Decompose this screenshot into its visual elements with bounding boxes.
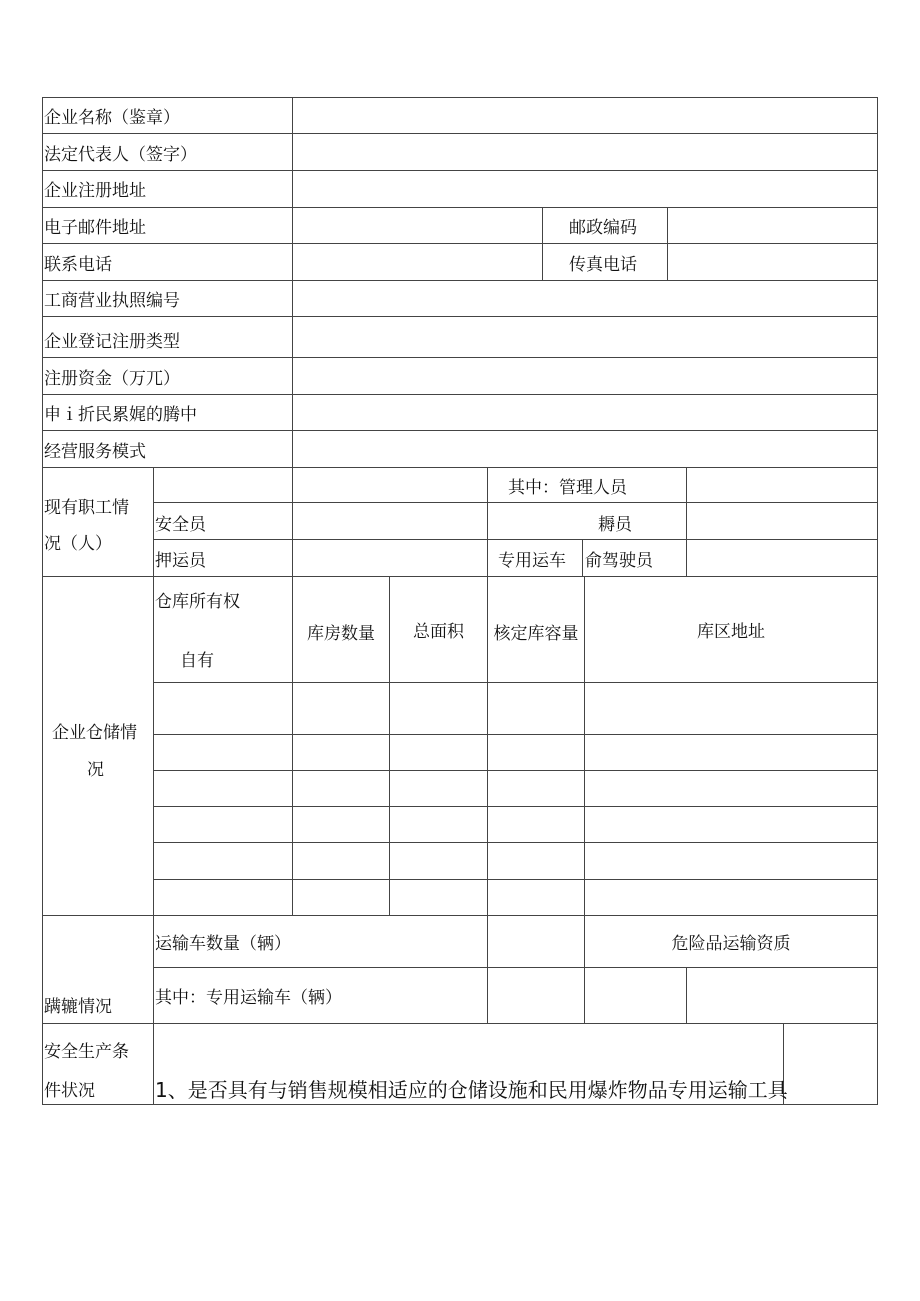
rule-line xyxy=(153,806,878,807)
rule-line xyxy=(42,133,878,134)
vehicle-count-label: 运输车数量（辆） xyxy=(155,934,291,954)
safety-header-line2: 件状况 xyxy=(44,1081,95,1101)
driver-label: 俞驾驶员 xyxy=(585,551,653,571)
storage-header-line1: 企业仓储情 xyxy=(52,723,137,743)
rule-line xyxy=(153,539,878,540)
rule-line xyxy=(42,97,878,98)
keeper-label: 耨员 xyxy=(598,515,632,535)
rule-line xyxy=(153,682,878,683)
reg-capital-label: 注册资金（万兀） xyxy=(44,369,180,389)
warehouse-count-header: 库房数量 xyxy=(307,624,375,644)
rule-line xyxy=(153,967,878,968)
postcode-label: 邮政编码 xyxy=(569,218,637,238)
reg-type-label: 企业登记注册类型 xyxy=(44,332,180,352)
legal-rep-label: 法定代表人（签字） xyxy=(44,145,197,165)
rule-line xyxy=(292,97,293,467)
safety-header-line1: 安全生产条 xyxy=(44,1042,129,1062)
rule-line xyxy=(153,879,878,880)
ownership-label: 仓库所有权 xyxy=(155,592,240,612)
rule-line xyxy=(153,734,878,735)
hazmat-qualification-label: 危险品运输资质 xyxy=(671,934,791,954)
rule-line xyxy=(42,357,878,358)
rule-line xyxy=(153,842,878,843)
rule-line xyxy=(42,915,878,916)
rule-line xyxy=(42,1023,878,1024)
staff-header-line2: 况（人） xyxy=(44,534,112,554)
rule-line xyxy=(42,430,878,431)
staff-header-line1: 现有职工情 xyxy=(44,498,129,518)
transport-header: 蹒辘情况 xyxy=(44,997,112,1017)
safety-officer-label: 安全员 xyxy=(155,515,206,535)
self-owned-label: 自有 xyxy=(180,651,214,671)
rule-line xyxy=(582,539,583,576)
rule-line xyxy=(153,770,878,771)
email-label: 电子邮件地址 xyxy=(44,218,146,238)
dedicated-vehicles-label: 其中：专用运输车（辆） xyxy=(155,988,342,1008)
storage-header-line2: 况 xyxy=(87,760,104,780)
fax-label: 传真电话 xyxy=(569,255,637,275)
rule-line xyxy=(487,915,488,1023)
service-mode-label: 经营服务模式 xyxy=(44,442,146,462)
rule-line xyxy=(42,1104,878,1105)
phone-label: 联系电话 xyxy=(44,255,112,275)
rule-line xyxy=(42,394,878,395)
total-area-header: 总面积 xyxy=(413,622,464,642)
dedicated-vehicle-label: 专用运车 xyxy=(498,551,566,571)
rule-line xyxy=(42,280,878,281)
rule-line xyxy=(42,243,878,244)
rule-line xyxy=(153,502,878,503)
rule-line xyxy=(292,467,293,576)
reg-address-label: 企业注册地址 xyxy=(44,181,146,201)
license-no-label: 工商营业执照编号 xyxy=(44,291,180,311)
area-address-header: 库区地址 xyxy=(697,622,765,642)
rule-line xyxy=(542,207,543,280)
garbled-row-label: 申ｉ折民累娓的腾中 xyxy=(44,405,197,425)
rule-line xyxy=(153,467,154,1105)
rule-line xyxy=(686,967,687,1023)
rule-line xyxy=(877,97,878,1105)
managers-label: 其中：管理人员 xyxy=(508,478,627,498)
rule-line xyxy=(42,170,878,171)
rule-line xyxy=(42,97,43,1105)
approved-capacity-header: 核定库容量 xyxy=(493,624,579,644)
company-name-label: 企业名称（鉴章） xyxy=(44,108,180,128)
safety-item-1: 1、是否具有与销售规模相适应的仓储设施和民用爆炸物品专用运输工具 xyxy=(155,1078,788,1102)
rule-line xyxy=(584,915,585,1023)
escort-label: 押运员 xyxy=(155,551,206,571)
rule-line xyxy=(686,467,687,576)
rule-line xyxy=(487,467,488,576)
rule-line xyxy=(667,207,668,280)
rule-line xyxy=(42,576,878,577)
rule-line xyxy=(42,467,878,468)
rule-line xyxy=(42,207,878,208)
rule-line xyxy=(42,316,878,317)
